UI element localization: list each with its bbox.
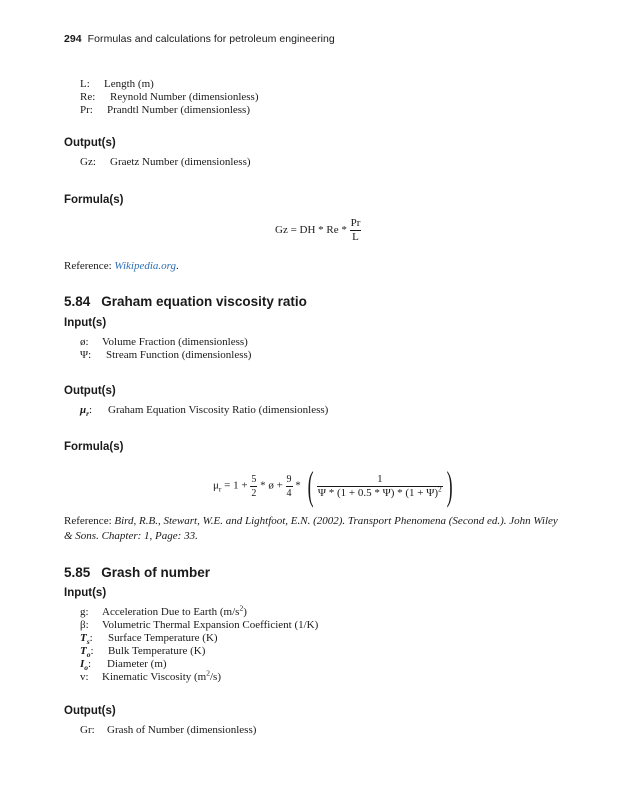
variable-desc: Reynold Number (dimensionless) xyxy=(110,91,259,103)
graetz-formula xyxy=(275,218,361,243)
variable-symbol: Pr: xyxy=(80,104,93,116)
formula-lhs: μ xyxy=(213,479,219,492)
variable-desc: Surface Temperature (K) xyxy=(108,632,218,644)
list-item xyxy=(80,349,251,362)
graham-formula xyxy=(213,463,456,508)
input-list xyxy=(80,603,319,684)
variable-symbol: v: xyxy=(80,671,89,683)
fraction xyxy=(350,218,362,243)
reference-end: . xyxy=(176,260,179,272)
unit-sup: 2 xyxy=(206,668,210,678)
variable-symbol: Ψ: xyxy=(80,349,92,361)
fraction xyxy=(317,474,443,499)
page-number: 294 xyxy=(64,33,82,45)
section-number: 5.84 xyxy=(64,294,91,309)
reference-label: Reference: xyxy=(64,260,115,272)
reference-link[interactable]: Wikipedia.org xyxy=(114,260,177,272)
output-list xyxy=(80,156,251,169)
symbol-colon: : xyxy=(88,658,92,670)
formula-lhs: Gz = DH * Re * xyxy=(275,224,350,237)
reference xyxy=(64,514,569,544)
output-list xyxy=(80,404,328,417)
inputs-heading: Input(s) xyxy=(64,317,107,329)
denominator: 2 xyxy=(251,487,257,499)
outputs-heading: Output(s) xyxy=(64,385,116,397)
variable-symbol: Gr: xyxy=(80,724,95,736)
numerator: 1 xyxy=(317,474,443,487)
outputs-heading: Output(s) xyxy=(64,705,116,717)
variable-desc: Prandtl Number (dimensionless) xyxy=(107,104,250,116)
variable-symbol: g: xyxy=(80,606,89,618)
list-item xyxy=(80,91,258,104)
unit-tail: /s) xyxy=(209,671,221,683)
list-item xyxy=(80,603,318,619)
top-input-list xyxy=(80,78,258,117)
section-heading-5-84 xyxy=(64,294,307,309)
output-list xyxy=(80,724,256,737)
denominator: L xyxy=(352,231,359,243)
list-item xyxy=(80,404,328,417)
variable-desc: Volume Fraction (dimensionless) xyxy=(102,336,248,348)
running-header xyxy=(64,33,335,45)
variable-desc: Bulk Temperature (K) xyxy=(108,645,206,657)
variable-desc: Grash of Number (dimensionless) xyxy=(107,724,257,736)
variable-desc: Graham Equation Viscosity Ratio (dimensionless) xyxy=(108,404,329,416)
denominator xyxy=(317,483,443,499)
variable-desc: Kinematic Viscosity (m xyxy=(102,671,207,683)
outputs-heading: Output(s) xyxy=(64,137,116,149)
reference-text: Bird, R.B., Stewart, W.E. and Lightfoot, E.N. (2002). Transport Phenomena (Second ed.). John Wiley & Sons. Chapter: 1, Page: 33. xyxy=(64,515,558,542)
symbol-colon: : xyxy=(90,645,94,657)
inputs-heading: Input(s) xyxy=(64,587,107,599)
symbol-base: T xyxy=(80,632,87,644)
symbol-base: T xyxy=(80,645,87,657)
denominator-sup: 2 xyxy=(438,483,442,493)
left-paren: ( xyxy=(307,463,314,508)
section-number: 5.85 xyxy=(64,565,91,580)
reference-label: Reference: xyxy=(64,515,115,527)
formulas-heading: Formula(s) xyxy=(64,194,124,206)
reference xyxy=(64,259,179,274)
variable-desc: Volumetric Thermal Expansion Coefficient (1/K) xyxy=(102,619,319,631)
section-title: Grash of number xyxy=(101,565,211,580)
symbol-colon: : xyxy=(89,404,93,416)
symbol-sub: s xyxy=(86,637,90,647)
list-item xyxy=(80,724,256,737)
formula-lhs-sub: r xyxy=(218,484,222,494)
numerator: 9 xyxy=(286,473,292,485)
formulas-heading: Formula(s) xyxy=(64,441,124,453)
section-heading-5-85 xyxy=(64,565,210,580)
list-item xyxy=(80,619,318,632)
symbol-base: I xyxy=(80,658,85,670)
variable-symbol: ø: xyxy=(80,336,89,348)
variable-desc: Acceleration Due to Earth (m/s xyxy=(102,606,240,618)
list-item xyxy=(80,668,318,684)
list-item xyxy=(80,632,318,645)
fraction xyxy=(286,474,293,499)
symbol-colon: : xyxy=(89,632,93,644)
variable-desc: Length (m) xyxy=(104,78,154,90)
variable-symbol: β: xyxy=(80,619,89,631)
right-paren: ) xyxy=(446,463,453,508)
section-title: Graham equation viscosity ratio xyxy=(101,294,307,309)
numerator: Pr xyxy=(350,217,361,229)
denominator: 4 xyxy=(286,487,292,499)
variable-symbol: Gz: xyxy=(80,156,96,168)
list-item xyxy=(80,78,258,91)
unit-sup: 2 xyxy=(239,603,244,613)
list-item xyxy=(80,645,318,658)
formula-eq: = 1 + xyxy=(221,479,251,492)
variable-desc: Diameter (m) xyxy=(107,658,167,670)
list-item xyxy=(80,104,258,117)
input-list xyxy=(80,336,251,362)
unit-tail: ) xyxy=(243,606,247,618)
formula-times: * xyxy=(292,479,304,492)
symbol-base: μ xyxy=(80,404,87,416)
list-item xyxy=(80,156,251,169)
variable-desc: Stream Function (dimensionless) xyxy=(106,349,252,361)
symbol-sub: o xyxy=(86,650,91,660)
list-item xyxy=(80,658,318,671)
numerator: 5 xyxy=(251,473,257,485)
variable-symbol: L: xyxy=(80,78,90,90)
symbol-sub: o xyxy=(84,663,89,673)
running-title: Formulas and calculations for petroleum engineering xyxy=(87,33,335,45)
formula-mid: * ø + xyxy=(257,479,286,492)
variable-symbol xyxy=(80,404,108,420)
list-item xyxy=(80,336,251,349)
symbol-sub: r xyxy=(86,409,90,419)
variable-symbol: Re: xyxy=(80,91,96,103)
denominator-text: Ψ * (1 + 0.5 * Ψ) * (1 + Ψ) xyxy=(317,486,439,499)
variable-desc: Graetz Number (dimensionless) xyxy=(110,156,251,168)
